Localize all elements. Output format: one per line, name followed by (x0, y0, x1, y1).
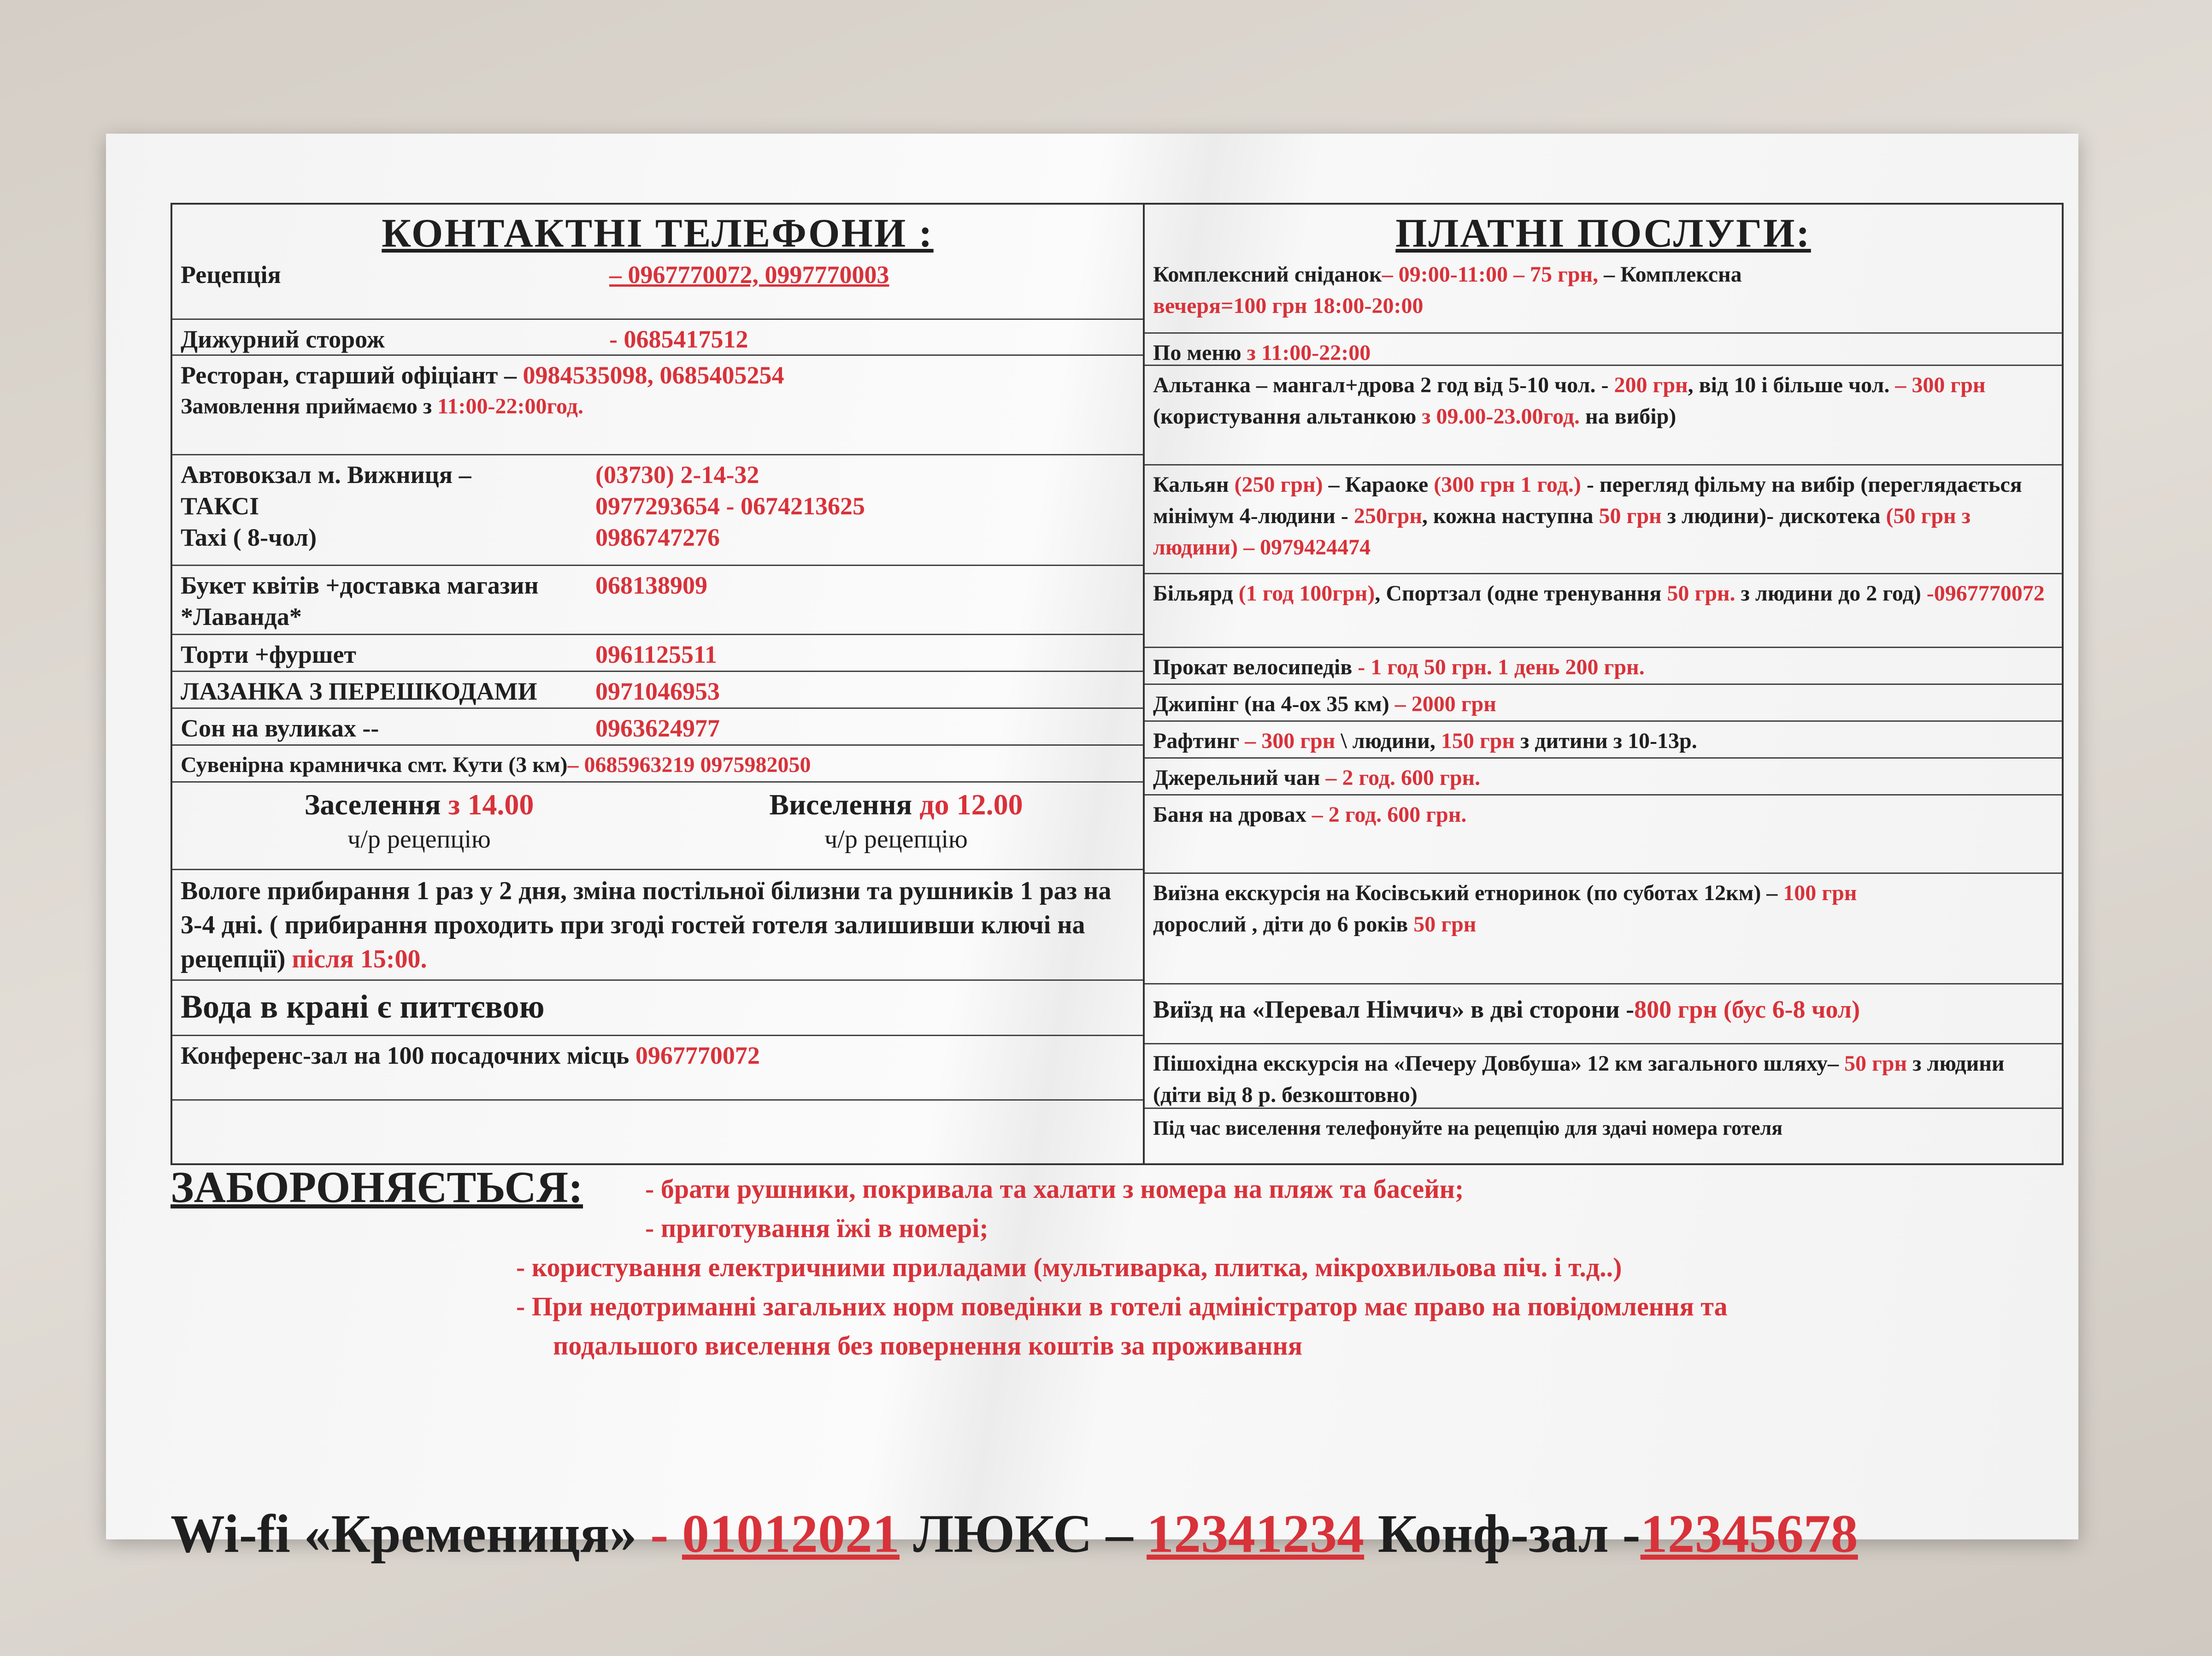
menu-cell (1145, 334, 2062, 366)
cakes-phone: 0961125511 (595, 641, 718, 668)
kosiv-price-2: 50 грн (1408, 912, 1477, 937)
gym-price: 50 грн. (1661, 581, 1735, 606)
forbidden-item-4a: - При недотриманні загальних норм поведінки в готелі адміністратор має право на повідомлення та (516, 1291, 1728, 1321)
checkin-time: з 14.00 (448, 788, 534, 821)
checkout-call: Під час виселення телефонуйте на рецепцію для здачі номера готеля (1153, 1117, 1783, 1139)
sauna-cell (1145, 796, 2062, 874)
taxi-label: ТАКСІ (181, 492, 259, 520)
son-phone: 0963624977 (595, 714, 720, 742)
jeep-label: Джипінг (1153, 692, 1239, 716)
conference-phone: 0967770072 (635, 1042, 760, 1069)
jeep-price: – 2000 грн (1389, 692, 1496, 716)
kosiv-cell (1145, 874, 2062, 984)
hookah-label: Кальян (1153, 472, 1229, 497)
gazebo-price-2: – 300 грн (1889, 373, 1986, 397)
souvenir-cell (172, 746, 1143, 783)
souvenir-label: Сувенірна крамничка смт. Кути (3 км) (181, 753, 568, 777)
sauna-price: – 2 год. 600 грн. (1306, 802, 1467, 827)
conference-cell (172, 1036, 1143, 1101)
lazanka-phone: 0971046953 (595, 678, 720, 705)
restaurant-cell (172, 356, 1143, 455)
checkout-label: Виселення (769, 788, 912, 821)
contacts-header-cell (172, 205, 1143, 320)
movie-text: - перегляд фільму на вибір (переглядається мінімум 4-людини - (1153, 472, 2022, 528)
karaoke-label: – Караоке (1323, 472, 1429, 497)
wifi-code-lux: 12341234 (1147, 1503, 1365, 1564)
gazebo-use-end: на вибір) (1580, 404, 1677, 429)
bike-price: - 1 год 50 грн. 1 день 200 грн. (1352, 655, 1645, 679)
guard-phone: - 0685417512 (609, 325, 748, 353)
water-text: Вода в крані є питтєвою (181, 988, 545, 1025)
pass-price: 800 грн (бус 6-8 чол) (1634, 996, 1860, 1023)
taxi8-label: Taxi ( 8-чол) (181, 524, 317, 551)
dinner-price: вечеря=100 грн 18:00-20:00 (1153, 294, 1424, 318)
disco-price: (50 грн з людини) (1153, 504, 1971, 560)
restaurant-hours: 11:00-22:00год. (437, 394, 583, 418)
spring-label: Джерельний чан (1153, 766, 1320, 790)
cave-end: з людини (діти від 8 р. безкоштовно) (1153, 1051, 2005, 1107)
entertainment-cell (1145, 466, 2062, 574)
services-header-cell (1145, 205, 2062, 334)
bus-phone: (03730) 2-14-32 (595, 461, 759, 489)
checkin-cell (172, 783, 1143, 870)
movie-next: , кожна наступна (1422, 504, 1594, 528)
pass-cell (1145, 984, 2062, 1044)
movie-next-price: 50 грн (1593, 504, 1662, 528)
forbidden-item-2: - приготування їжі в номері; (645, 1213, 988, 1243)
taxi8-phone: 0986747276 (595, 524, 720, 551)
karaoke-price: (300 грн 1 год.) (1428, 472, 1581, 497)
hookah-price: (250 грн) (1229, 472, 1323, 497)
restaurant-label: Ресторан, старший офіціант – (181, 361, 517, 389)
checkout-call-cell (1145, 1109, 2062, 1163)
gym-phone: -0967770072 (1921, 581, 2045, 606)
wifi-code-main: 01012021 (682, 1503, 900, 1564)
cave-price: 50 грн (1839, 1051, 1907, 1076)
forbidden-item-1: - брати рушники, покривала та халати з номера на пляж та басейн; (645, 1174, 1464, 1204)
checkout-time: до 12.00 (919, 788, 1023, 821)
souvenir-phones: – 0685963219 0975982050 (567, 753, 811, 777)
services-heading: ПЛАТНІ ПОСЛУГИ: (1395, 211, 1811, 256)
cakes-cell (172, 635, 1143, 672)
flowers-label: Букет квітів +доставка магазин *Лаванда* (181, 572, 539, 631)
pass-label: Виїзд на «Перевал Німчич» в дві сторони - (1153, 996, 1635, 1023)
kosiv-price: 100 грн (1777, 881, 1857, 905)
rafting-price-1: – 300 грн (1239, 729, 1335, 753)
cleaning-cell (172, 870, 1143, 981)
gazebo-price-1: 200 грн (1608, 373, 1688, 397)
spring-price: – 2 год. 600 грн. (1320, 766, 1481, 790)
water-cell (172, 981, 1143, 1036)
dinner-label: – Комплексна (1598, 262, 1742, 287)
breakfast-price: – 09:00-11:00 – 75 грн, (1382, 262, 1599, 287)
gazebo-use-time: з 09.00-23.00год. (1416, 404, 1580, 429)
forbidden-title: ЗАБОРОНЯЄТЬСЯ: (171, 1162, 583, 1212)
services-column (1145, 205, 2062, 1163)
gym-label: , Спортзал (1375, 581, 1482, 606)
gym-end: з людини до 2 год) (1735, 581, 1921, 606)
son-label: Сон на вуликах -- (181, 714, 379, 742)
movie-price: 250грн (1348, 504, 1423, 528)
disco-phone: – 0979424474 (1238, 535, 1371, 560)
billiard-price: (1 год 100грн) (1233, 581, 1375, 606)
kosiv-text: Виїзна екскурсія на Косівський етноринок (по суботах 12км) – (1153, 881, 1778, 905)
restaurant-phones: 0984535098, 0685405254 (523, 361, 784, 389)
cave-cell (1145, 1044, 2062, 1109)
cleaning-text: Вологе прибирання 1 раз у 2 дня, зміна постільної білизни та рушників 1 раз на 3-4 дні. ( прибирання проходить при згоді гостей готеля залишивши ключі на рецепції) (181, 877, 1112, 973)
gazebo-use: (користування альтанкою (1153, 404, 1417, 429)
kosiv-text-2: дорослий , діти до 6 років (1153, 912, 1408, 937)
contacts-column (172, 205, 1145, 1163)
movie-end: з людини)- дискотека (1661, 504, 1881, 528)
spring-cell (1145, 759, 2062, 796)
rafting-text: \ людини, (1335, 729, 1435, 753)
guard-cell (172, 320, 1143, 356)
breakfast-label: Комплексний сніданок (1153, 262, 1382, 287)
billiard-label: Більярд (1153, 581, 1233, 606)
cave-text: Пішохідна екскурсія на «Печеру Довбуша» 12 км загального шляху– (1153, 1051, 1839, 1076)
wifi-label: Wi-fi «Кремениця» (171, 1503, 637, 1564)
empty-cell (172, 1101, 1143, 1163)
checkin-label: Заселення (304, 788, 441, 821)
forbidden-item-4b: подальшого виселення без повернення коштів за проживання (553, 1331, 1303, 1361)
jeep-cell (1145, 685, 2062, 722)
flowers-cell (172, 566, 1143, 635)
lazanka-label: ЛАЗАНКА З ПЕРЕШКОДАМИ (181, 678, 537, 705)
rafting-end: з дитини з 10-13р. (1514, 729, 1697, 753)
cakes-label: Торти +фуршет (181, 641, 356, 668)
forbidden-item-3: - користування електричними приладами (мультиварка, плитка, мікрохвильова піч. і т.д..) (516, 1252, 1622, 1282)
bike-label: Прокат велосипедів (1153, 655, 1353, 679)
wifi-line (171, 1503, 2060, 1565)
transport-cell (172, 455, 1143, 566)
rafting-label: Рафтинг (1153, 729, 1240, 753)
menu-time: з 11:00-22:00 (1247, 341, 1371, 365)
checkin-note: ч/р рецепцію (347, 825, 491, 854)
gazebo-text: – мангал+дрова 2 год від 5-10 чол. - (1250, 373, 1609, 397)
guard-label: Дижурний сторож (181, 325, 385, 353)
gym-text: (одне тренування (1481, 581, 1662, 606)
gazebo-label: Альтанка (1153, 373, 1251, 397)
info-table (171, 203, 2064, 1165)
conference-label: Конференс-зал на 100 посадочних місць (181, 1042, 629, 1069)
bus-label: Автовокзал м. Вижниця – (181, 461, 471, 489)
menu-label: По меню (1153, 341, 1241, 365)
rafting-cell (1145, 722, 2062, 759)
jeep-text: (на 4-ох 35 км) (1238, 692, 1389, 716)
sauna-label: Баня на дровах (1153, 802, 1306, 827)
cleaning-time: після 15:00. (292, 945, 427, 973)
flowers-phone: 068138909 (595, 572, 707, 599)
checkout-note: ч/р рецепцію (824, 825, 968, 854)
rafting-price-2: 150 грн (1435, 729, 1515, 753)
wifi-dash: - (636, 1503, 682, 1564)
hotel-info-sheet (106, 134, 2078, 1564)
son-cell (172, 709, 1143, 746)
wifi-conf-label: Конф-зал - (1364, 1503, 1641, 1564)
gazebo-cell (1145, 366, 2062, 466)
reception-label: Рецепція (181, 261, 281, 289)
wifi-lux-label: ЛЮКС – (899, 1503, 1147, 1564)
taxi-phones: 0977293654 - 0674213625 (595, 492, 865, 520)
restaurant-note: Замовлення приймаємо з (181, 394, 438, 418)
wifi-code-conf: 12345678 (1640, 1503, 1858, 1564)
contacts-heading: КОНТАКТНІ ТЕЛЕФОНИ : (382, 211, 934, 256)
bike-cell (1145, 648, 2062, 685)
lazanka-cell (172, 672, 1143, 709)
gazebo-text-2: , від 10 і більше чол. (1688, 373, 1890, 397)
billiard-cell (1145, 574, 2062, 648)
reception-phones: – 0967770072, 0997770003 (609, 261, 889, 289)
